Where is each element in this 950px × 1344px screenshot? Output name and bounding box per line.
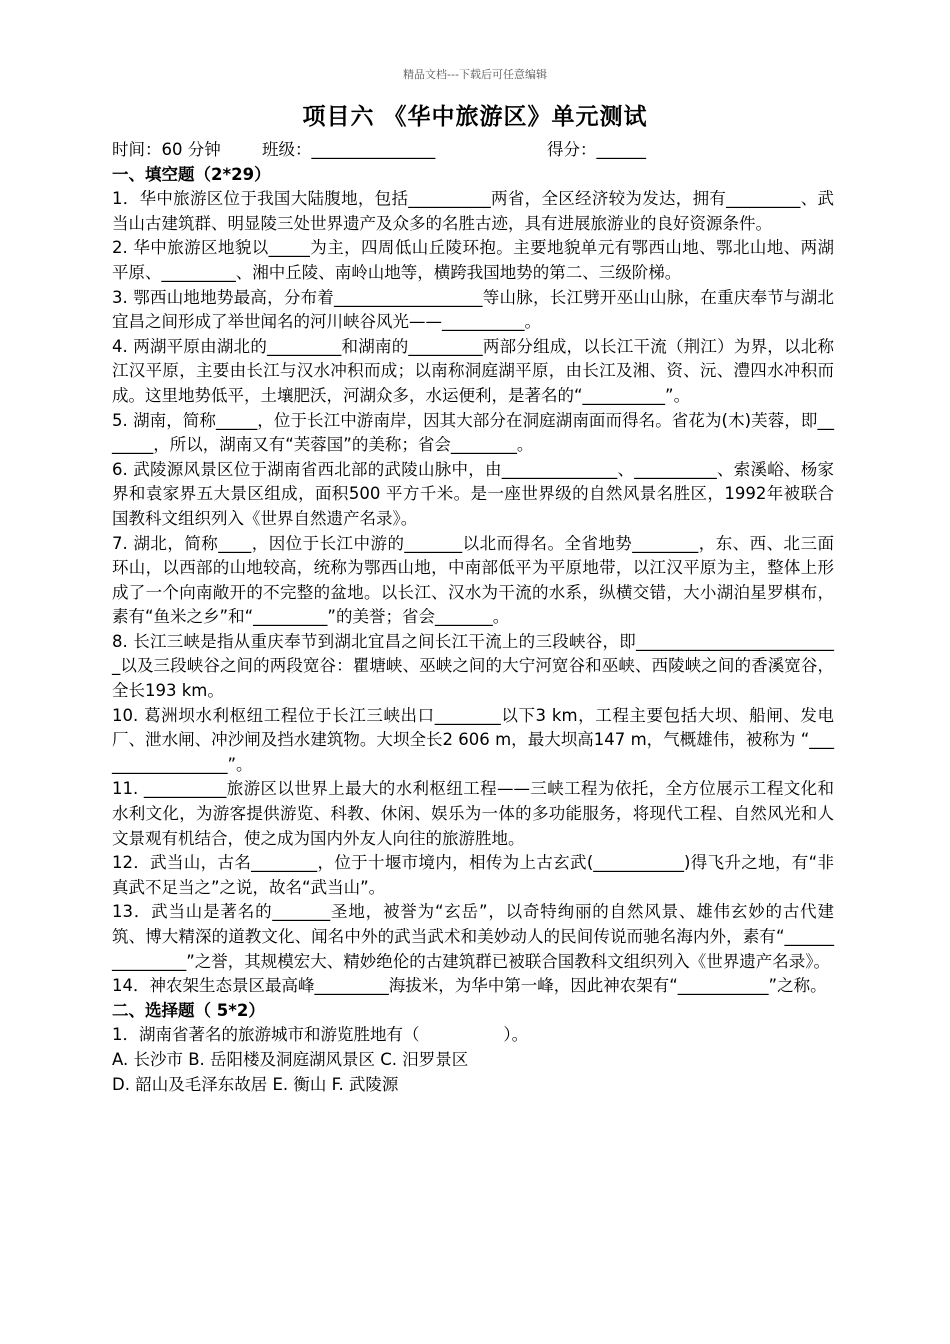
- exam-time: 时间：60 分钟: [112, 140, 221, 159]
- choice-options-line-2: D. 韶山及毛泽东故居 E. 衡山 F. 武陵源: [112, 1074, 399, 1094]
- question-7: 7. 湖北，简称____，因位于长江中游的_______以北而得名。全省地势________，东、西、北三面环山，以西部的山地较高，统称为鄂西山地，中南部低平为平原地带，以江汉平原为主，整体上形成了一个向南敞开的不完整的盆地。以长江、汉水为干流的水系，纵横交错，大小湖泊星罗棋布，素有“鱼米之乡”和“_________”的美誉；省会_______。: [112, 533, 834, 627]
- exam-meta: [112, 138, 834, 163]
- document-body: [112, 138, 834, 1097]
- question-3: 3. 鄂西山地地势最高，分布着__________________等山脉，长江劈开巫山山脉，在重庆奉节与湖北宜昌之间形成了举世闻名的河川峡谷风光——__________。: [112, 287, 834, 332]
- question-14: 14．神农架生态景区最高峰_________海拔米，为华中第一峰，因此神农架有“___________”之称。: [112, 976, 827, 996]
- question-4: 4. 两湖平原由湖北的_________和湖南的_________两部分组成，以长江干流（荆江）为界，以北称江汉平原，主要由长江与汉水冲积而成；以南称洞庭湖平原，由长江及湘、资、沅、澧四水冲积而成。这里地势低平，土壤肥沃，河湖众多，水运便利，是著名的“__________”。: [112, 336, 834, 405]
- question-5: 5. 湖南，简称_____，位于长江中游南岸，因其大部分在洞庭湖南面而得名。省花为(木)芙蓉，即_______，所以，湖南又有“芙蓉国”的美称；省会________。: [112, 410, 834, 455]
- section-heading-multiple-choice: 二、选择题（ 5*2）: [112, 1000, 265, 1020]
- question-1: 1．华中旅游区位于我国大陆腹地，包括__________两省，全区经济较为发达，拥有_________、武当山古建筑群、明显陵三处世界遗产及众多的名胜古迹，具有进展旅游业的良好资源条件。: [112, 189, 834, 233]
- question-13: 13．武当山是著名的_______圣地，被誉为“玄岳”，以奇特绚丽的自然风景、雄伟玄妙的古代建筑、博大精深的道教文化、闻名中外的武当武术和美妙动人的民间传说而驰名海内外，素有“_______________”之誉，其规模宏大、精妙绝伦的古建筑群已被联合国教科文组织列入《世界遗产名录》。: [112, 902, 834, 971]
- question-12: 12．武当山，古名________，位于十堰市境内，相传为上古玄武(___________)得飞升之地，有“非真武不足当之”之说，故名“武当山”。: [112, 853, 834, 897]
- score-field: 得分：______: [547, 140, 646, 159]
- choice-options-line-1: A. 长沙市 B. 岳阳楼及洞庭湖风景区 C. 汨罗景区: [112, 1049, 469, 1069]
- question-11: 11. __________旅游区以世界上最大的水利枢纽工程——三峡工程为依托，全方位展示工程文化和水利文化，为游客提供游览、科教、休闲、娱乐为一体的多功能服务，将现代工程、自然风光和人文景观有机结合，使之成为国内外友人向往的旅游胜地。: [112, 779, 834, 848]
- header-note: 精品文档---下载后可任意编辑: [403, 68, 547, 81]
- question-8: 8. 长江三峡是指从重庆奉节到湖北宜昌之间长江干流上的三段峡谷，即_________________________以及三段峡谷之间的两段宽谷：瞿塘峡、巫峡之间的大宁河宽谷和巫峡、西陵峡之间的香溪宽谷，全长193 km。: [112, 631, 834, 701]
- question-6: 6. 武陵源风景区位于湖南省西北部的武陵山脉中，由______________、__________、索溪峪、杨家界和袁家界五大景区组成，面积500 平方千米。是一座世界级的自然风景名胜区，1992年被联合国教科文组织列入《世界自然遗产名录》。: [112, 459, 834, 528]
- page-title: 项目六 《华中旅游区》单元测试: [302, 104, 648, 130]
- choice-question-1: 1．湖南省著名的旅游城市和游览胜地有（ ）。: [112, 1025, 529, 1045]
- section-heading-fill-in: 一、填空题（2*29）: [112, 164, 271, 184]
- class-field: 班级：_______________: [262, 140, 436, 159]
- question-2: 2. 华中旅游区地貌以_____为主，四周低山丘陵环抱。主要地貌单元有鄂西山地、鄂北山地、两湖平原、_________、湘中丘陵、南岭山地等，横跨我国地势的第二、三级阶梯。: [112, 238, 834, 282]
- question-10: 10. 葛洲坝水利枢纽工程位于长江三峡出口________以下3 km，工程主要包括大坝、船闸、发电厂、泄水闸、冲沙闸及挡水建筑物。大坝全长2 606 m，最大坝高147 m，气概雄伟，被称为 “_________________”。: [112, 705, 834, 774]
